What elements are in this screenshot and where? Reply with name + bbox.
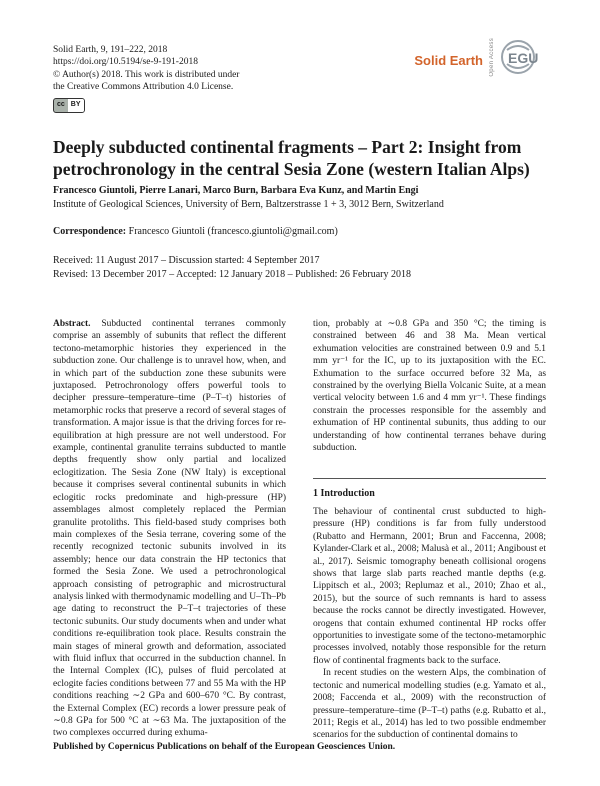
publisher-footer: Published by Copernicus Publications on behalf of the European Geosciences Union. — [53, 742, 396, 752]
abstract-text-right: tion, probably at ∼0.8 GPa and 350 °C; the timing is constrained between 46 and 38 Ma. Mean vertical exhumation velocities are constrained between 0.9 and 5.1 mm yr⁻¹ for the IC, up to its juxtaposition with the EC. Exhumation to the surface occurred before 32 Ma, as constrained by the overlying Biella Volcanic Suite, at a mean vertical velocity between 1.6 and 4 mm yr⁻¹. These findings constrain the processes responsible for the assembly and exhumation of HP continental subunits, thus adding to our understanding of how continental terranes behave during subduction. — [313, 319, 546, 454]
journal-citation: Solid Earth, 9, 191–222, 2018 — [53, 45, 168, 55]
section-divider — [313, 478, 546, 479]
egu-logo-text: EGU — [508, 50, 539, 67]
intro-paragraph-2: In recent studies on the western Alps, the combination of tectonic and numerical modelling studies (e.g. Yamato et al., 2008; Faccenda et al., 2009) with the reconstruction of pressure–temperature–time (P–T–t) paths (e.g. Rubatto et al., 2011; Regis et al., 2014) has led to two possible endmember scenarios for the subduction of continental domains to — [313, 668, 546, 741]
affiliation: Institute of Geological Sciences, University of Bern, Baltzerstrasse 1 + 3, 3012 Bern, Switzerland — [53, 199, 444, 210]
abstract-text-left: Subducted continental terranes commonly comprise an assembly of subunits that reflect the different tectono-metamorphic histories they experienced in the subduction zone. Our challenge is to unravel how, when, and in which part of the subduction zone these subunits were juxtaposed. Petrochronology offers powerful tools to decipher pressure–temperature–time (P–T–t) histories of metamorphic rocks that preserve a record of several stages of transformation. A major issue is that the driving forces for re-equilibration at high pressure are not well understood. For example, continental granulite terrains subducted to mantle depths frequently show only partial and localized eclogitization. The Sesia Zone (NW Italy) is exceptional because it comprises several continental subunits in which eclogitic rocks predominate and high-pressure (HP) assemblages almost completely replaced the Permian granulite protoliths. This field-based study comprises both main complexes of the Sesia terrane, covering some of the recently recognized tectonic subunits involved in its assembly; hence our data constrain the HP tectonics that formed the Sesia Zone. We used a petrochronological approach consisting of petrographic and microstructural analysis linked with thermodynamic modelling and U–Th–Pb age dating to reconstruct the P–T–t trajectories of these tectonic subunits. Our study documents when and under what conditions re-equilibration took place. Results constrain the main stages of mineral growth and deformation, associated with fluid influx that occurred in the subduction channel. In the Internal Complex (IC), pulses of fluid percolated at eclogite facies conditions between 77 and 55 Ma with the HP conditions reaching ∼2 GPa and 600–670 °C. By contrast, the External Complex (EC) records a lower pressure peak of ∼0.8 GPa for 500 °C at ∼63 Ma. The juxtaposition of the two complexes occurred during exhuma- — [53, 319, 286, 739]
introduction-heading: 1 Introduction — [313, 488, 375, 499]
abstract-right-column — [313, 318, 546, 454]
doi-link[interactable]: https://doi.org/10.5194/se-9-191-2018 — [53, 57, 198, 68]
correspondence — [53, 226, 338, 237]
open-access-label: Open Access — [489, 38, 495, 77]
by-icon: BY — [68, 99, 84, 112]
journal-branding — [414, 38, 547, 77]
author-list: Francesco Giuntoli, Pierre Lanari, Marco Burn, Barbara Eva Kunz, and Martin Engi — [53, 185, 419, 196]
correspondence-value[interactable]: Francesco Giuntoli (francesco.giuntoli@gmail.com) — [128, 226, 338, 237]
dates-line-2: Revised: 13 December 2017 – Accepted: 12 January 2018 – Published: 26 February 2018 — [53, 269, 411, 280]
abstract-label: Abstract. — [53, 319, 91, 329]
intro-paragraph-1: The behaviour of continental crust subducted to high-pressure (HP) conditions is far from fully understood (Rubatto and Hermann, 2001; Brun and Faccenna, 2008; Kylander-Clark et al., 2008; Malusà et al., 2011; Angiboust et al., 2017). Seismic tomography beneath collisional orogens shows that large slab parts reached mantle depths (e.g. Lippitsch et al., 2003; Replumaz et al., 2010; Zhao et al., 2015), but the source of such remnants is hard to assess because the rocks cannot be directly investigated. However, orogens that contain exhumed continental HP rocks offer opportunities to investigate some of the tectono-metamorphic processes involved, notably those responsible for the return flow of continental fragments back to the surface. — [313, 507, 546, 666]
correspondence-label: Correspondence: — [53, 226, 127, 237]
copyright-line: © Author(s) 2018. This work is distributed under — [53, 69, 240, 80]
article-metadata — [53, 44, 239, 113]
egu-logo-icon — [499, 38, 547, 76]
abstract-left-column — [53, 318, 286, 740]
publication-dates — [53, 254, 411, 282]
journal-name: Solid Earth — [414, 52, 483, 68]
dates-line-1: Received: 11 August 2017 – Discussion started: 4 September 2017 — [53, 255, 320, 266]
cc-by-badge[interactable] — [53, 98, 85, 113]
article-title: Deeply subducted continental fragments – Part 2: Insight from petrochronology in the central Sesia Zone (western Italian Alps) — [53, 137, 530, 179]
cc-icon: cc — [57, 100, 65, 108]
introduction-body — [313, 506, 546, 742]
license-line: the Creative Commons Attribution 4.0 License. — [53, 82, 234, 93]
